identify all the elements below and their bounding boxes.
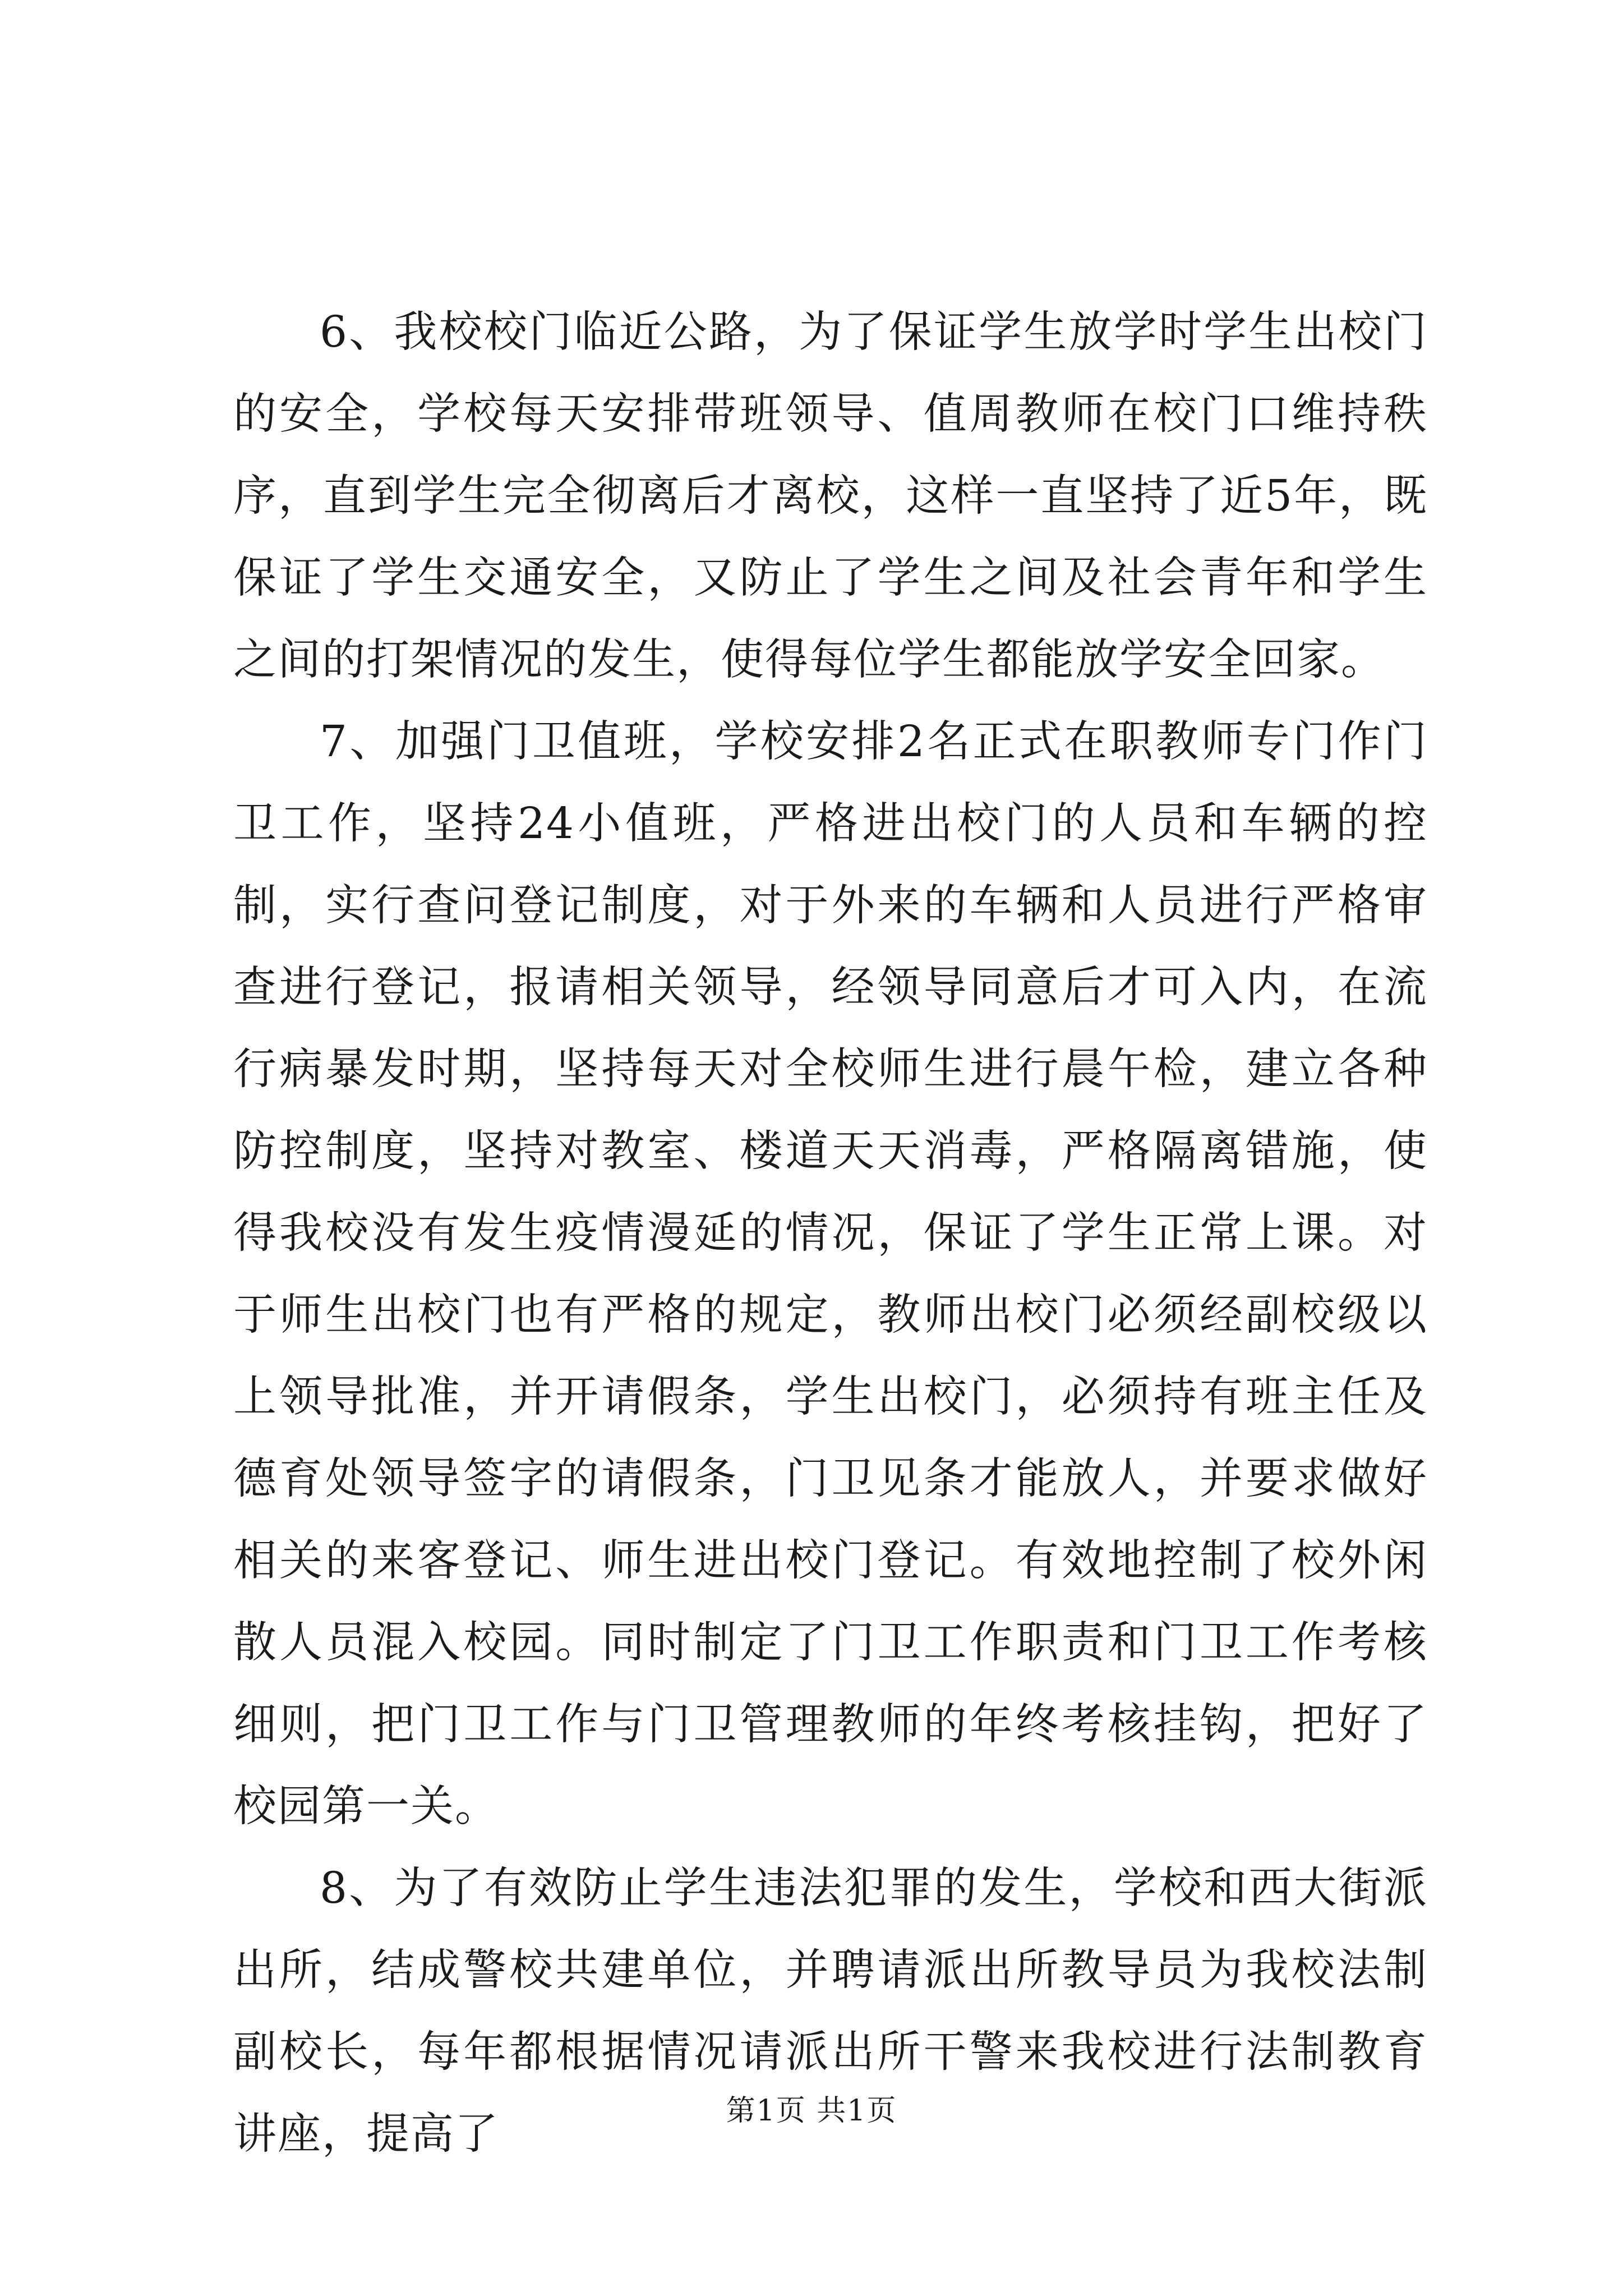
page-footer: 第1页 共1页	[726, 2094, 897, 2128]
paragraph-7: 7、加强门卫值班，学校安排2名正式在职教师专门作门卫工作，坚持24小值班，严格进出校门的人员和车辆的控制，实行查问登记制度，对于外来的车辆和人员进行严格审查进行登记，报请相关领导，经领导同意后才可入内，在流行病暴发时期，坚持每天对全校师生进行晨午检，建立各种防控制度，坚持对教室、楼道天天消毒，严格隔离错施，使得我校没有发生疫情漫延的情况，保证了学生正常上课。对于师生出校门也有严格的规定，教师出校门必须经副校级以上领导批准，并开请假条，学生出校门，必须持有班主任及德育处领导签字的请假条，门卫见条才能放人，并要求做好相关的来客登记、师生进出校门登记。有效地控制了校外闲散人员混入校园。同时制定了门卫工作职责和门卫工作考核细则，把门卫工作与门卫管理教师的年终考核挂钩，把好了校园第一关。	[233, 717, 1428, 1832]
paragraph-6: 6、我校校门临近公路，为了保证学生放学时学生出校门的安全，学校每天安排带班领导、值周教师在校门口维持秩序，直到学生完全彻离后才离校，这样一直坚持了近5年，既保证了学生交通安全，又防止了学生之间及社会青年和学生之间的打架情况的发生，使得每位学生都能放学安全回家。	[233, 307, 1428, 685]
document-body	[233, 292, 1428, 2175]
paragraph-8: 8、为了有效防止学生违法犯罪的发生，学校和西大街派出所，结成警校共建单位，并聘请派出所教导员为我校法制副校长，每年都根据情况请派出所干警来我校进行法制教育讲座，提高了	[233, 1864, 1428, 2159]
